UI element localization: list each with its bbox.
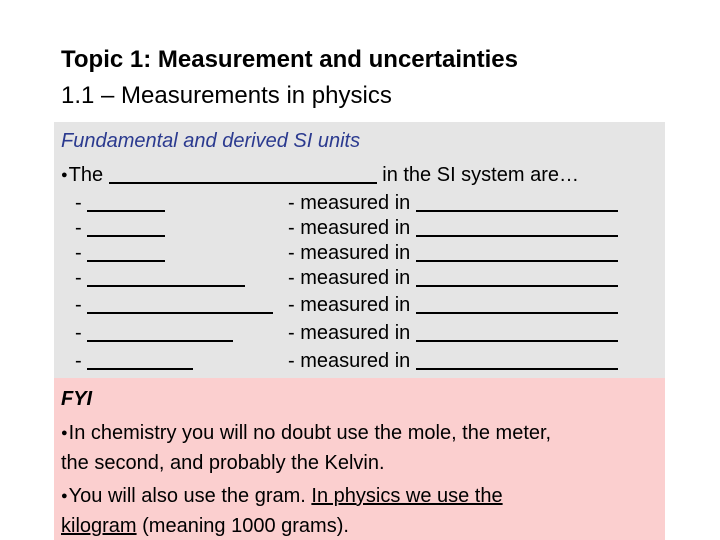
quantity-row-5: [75, 293, 273, 317]
measured-in-label: - measured in: [288, 294, 411, 316]
intro-suffix: in the SI system are…: [382, 164, 579, 186]
blank-unit: [416, 322, 618, 342]
measured-in-label: - measured in: [288, 242, 411, 264]
blank-unit: [416, 267, 618, 287]
unit-row-2: [288, 216, 618, 240]
fyi-underlined-text: kilogram: [61, 515, 137, 537]
dash: -: [75, 294, 82, 316]
dash: -: [75, 322, 82, 344]
blank-quantity: [87, 242, 165, 262]
bullet-icon: ●: [61, 169, 68, 181]
unit-row-6: [288, 321, 618, 345]
measured-in-label: - measured in: [288, 192, 411, 214]
quantity-row-7: [75, 349, 193, 373]
blank-quantity: [87, 217, 165, 237]
blank-unit: [416, 192, 618, 212]
unit-row-3: [288, 241, 618, 265]
fyi-text: You will also use the gram.: [68, 485, 306, 507]
blank-quantity: [87, 350, 193, 370]
unit-row-1: [288, 191, 618, 215]
fyi-text: (meaning 1000 grams).: [142, 515, 349, 537]
measured-in-label: - measured in: [288, 322, 411, 344]
dash: -: [75, 192, 82, 214]
blank-unit: [416, 294, 618, 314]
measured-in-label: - measured in: [288, 267, 411, 289]
blank-quantity: [87, 322, 233, 342]
bullet-icon: ●: [61, 490, 68, 502]
fyi-underlined-text: In physics we use the: [311, 485, 503, 507]
intro-line: [61, 163, 579, 187]
blank-fundamental-units: [109, 164, 377, 184]
blank-unit: [416, 217, 618, 237]
fyi-heading: FYI: [61, 388, 93, 410]
quantity-row-1: [75, 191, 165, 215]
fyi-line-1: [61, 421, 551, 445]
measured-in-label: - measured in: [288, 350, 411, 372]
page-title: Topic 1: Measurement and uncertainties: [61, 46, 518, 73]
blank-unit: [416, 242, 618, 262]
bullet-icon: ●: [61, 427, 68, 439]
blank-quantity: [87, 294, 273, 314]
fyi-text: In chemistry you will no doubt use the mole, the meter,: [68, 422, 552, 444]
quantity-row-6: [75, 321, 233, 345]
units-heading: Fundamental and derived SI units: [61, 130, 361, 152]
fyi-line-3: [61, 484, 503, 508]
dash: -: [75, 217, 82, 239]
intro-prefix: The: [68, 164, 104, 186]
fyi-line-2: the second, and probably the Kelvin.: [61, 452, 385, 474]
unit-row-5: [288, 293, 618, 317]
quantity-row-2: [75, 216, 165, 240]
dash: -: [75, 242, 82, 264]
measured-in-label: - measured in: [288, 217, 411, 239]
quantity-row-4: [75, 266, 245, 290]
unit-row-7: [288, 349, 618, 373]
blank-unit: [416, 350, 618, 370]
dash: -: [75, 350, 82, 372]
fyi-line-4: [61, 514, 349, 538]
dash: -: [75, 267, 82, 289]
blank-quantity: [87, 267, 245, 287]
blank-quantity: [87, 192, 165, 212]
quantity-row-3: [75, 241, 165, 265]
page-subtitle: 1.1 – Measurements in physics: [61, 82, 392, 109]
unit-row-4: [288, 266, 618, 290]
